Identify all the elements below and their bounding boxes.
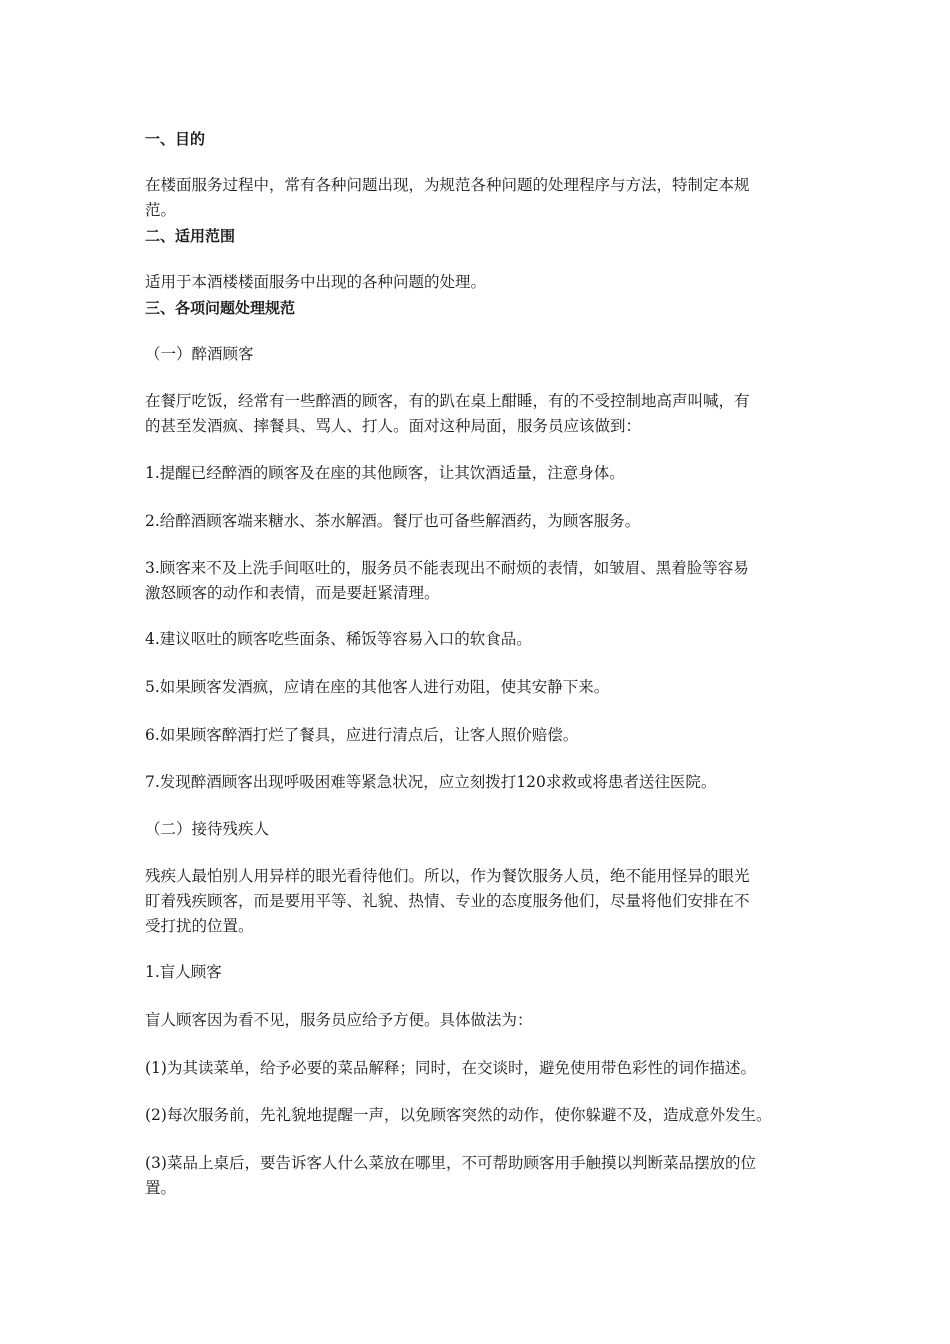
paragraph-scope: 适用于本酒楼楼面服务中出现的各种问题的处理。 xyxy=(145,273,487,291)
list-item-4: 4.建议呕吐的顾客吃些面条、稀饭等容易入口的软食品。 xyxy=(145,630,532,648)
section-heading-scope: 二、适用范围 xyxy=(145,227,236,245)
list-item-1: 1.提醒已经醉酒的顾客及在座的其他顾客，让其饮酒适量，注意身体。 xyxy=(145,464,625,482)
blind-item-3-line-2: 置。 xyxy=(145,1179,177,1197)
paragraph-disabled-line-1: 残疾人最怕别人用异样的眼光看待他们。所以，作为餐饮服务人员，绝不能用怪异的眼光 xyxy=(145,867,750,885)
paragraph-drunk-line-2: 的甚至发酒疯、摔餐具、骂人、打人。面对这种局面，服务员应该做到： xyxy=(145,417,642,435)
blind-item-2: (2)每次服务前，先礼貌地提醒一声，以免顾客突然的动作，使你躲避不及，造成意外发生。 xyxy=(145,1106,772,1124)
list-item-3-line-2: 激怒顾客的动作和表情，而是要赶紧清理。 xyxy=(145,584,440,602)
paragraph-blind: 盲人顾客因为看不见，服务员应给予方便。具体做法为： xyxy=(145,1011,533,1029)
subheading-drunk-guests: （一）醉酒顾客 xyxy=(145,345,254,363)
subheading-disabled-guests: （二）接待残疾人 xyxy=(145,820,270,838)
paragraph-purpose-line-2: 范。 xyxy=(145,201,177,219)
paragraph-disabled-line-3: 受打扰的位置。 xyxy=(145,917,254,935)
blind-item-1: (1)为其读菜单，给予必要的菜品解释；同时，在交谈时，避免使用带色彩性的词作描述。 xyxy=(145,1059,756,1077)
paragraph-disabled-line-2: 盯着残疾顾客，而是要用平等、礼貌、热情、专业的态度服务他们，尽量将他们安排在不 xyxy=(145,892,750,910)
paragraph-purpose-line-1: 在楼面服务过程中，常有各种问题出现，为规范各种问题的处理程序与方法，特制定本规 xyxy=(145,176,750,194)
subheading-blind-guests: 1.盲人顾客 xyxy=(145,963,222,981)
list-item-5: 5.如果顾客发酒疯，应请在座的其他客人进行劝阻，使其安静下来。 xyxy=(145,678,610,696)
paragraph-drunk-line-1: 在餐厅吃饭，经常有一些醉酒的顾客，有的趴在桌上酣睡，有的不受控制地高声叫喊，有 xyxy=(145,392,750,410)
blind-item-3-line-1: (3)菜品上桌后，要告诉客人什么菜放在哪里，不可帮助顾客用手触摸以判断菜品摆放的位 xyxy=(145,1154,756,1172)
list-item-7: 7.发现醉酒顾客出现呼吸困难等紧急状况，应立刻拨打120求救或将患者送往医院。 xyxy=(145,773,717,791)
list-item-6: 6.如果顾客醉酒打烂了餐具，应进行清点后，让客人照价赔偿。 xyxy=(145,726,579,744)
list-item-2: 2.给醉酒顾客端来糖水、茶水解酒。餐厅也可备些解酒药，为顾客服务。 xyxy=(145,512,641,530)
section-heading-rules: 三、各项问题处理规范 xyxy=(145,299,296,317)
list-item-3-line-1: 3.顾客来不及上洗手间呕吐的，服务员不能表现出不耐烦的表情，如皱眉、黑着脸等容易 xyxy=(145,559,749,577)
section-heading-purpose: 一、目的 xyxy=(145,130,206,148)
